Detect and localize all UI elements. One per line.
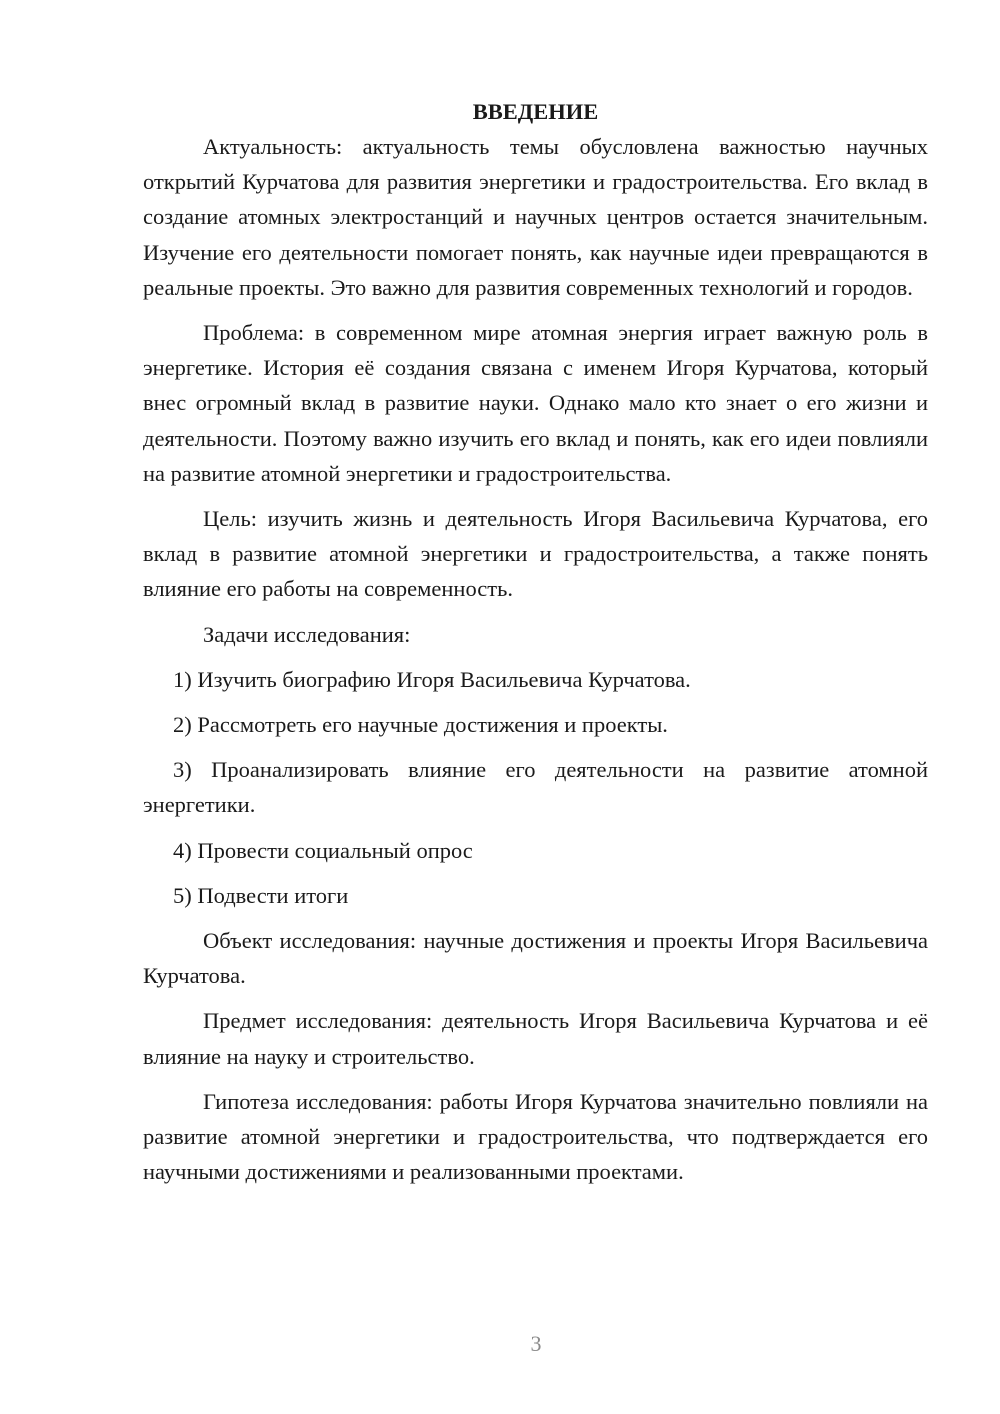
relevance-paragraph: Актуальность: актуальность темы обусловлена важностью научных открытий Курчатова для развития энергетики и градостроительства. Его вклад в создание атомных электростанций и научных центров остается значительным. Изучение его деятельности помогает понять, как научные идеи превращаются в реальные проекты. Это важно для развития современных технологий и городов.: [143, 134, 928, 300]
task-item: 2) Рассмотреть его научные достижения и проекты.: [173, 712, 668, 738]
task-item: 3) Проанализировать влияние его деятельности на развитие атомной энергетики.: [143, 757, 928, 818]
hypothesis-paragraph: Гипотеза исследования: работы Игоря Курчатова значительно повлияли на развитие атомной энергетики и градостроительства, что подтверждается его научными достижениями и реализованными проектами.: [143, 1088, 928, 1185]
goal-paragraph: Цель: изучить жизнь и деятельность Игоря Васильевича Курчатова, его вклад в развитие атомной энергетики и градостроительства, а также понять влияние его работы на современность.: [143, 506, 928, 602]
object-paragraph: Объект исследования: научные достижения и проекты Игоря Васильевича Курчатова.: [143, 928, 928, 989]
subject-paragraph: Предмет исследования: деятельность Игоря Васильевича Курчатова и её влияние на науку и строительство.: [143, 1008, 928, 1069]
page-number: 3: [530, 1331, 542, 1356]
tasks-title: Задачи исследования:: [203, 621, 411, 647]
task-item: 1) Изучить биографию Игоря Васильевича Курчатова.: [173, 666, 691, 692]
task-item: 5) Подвести итоги: [173, 882, 349, 908]
section-heading: ВВЕДЕНИЕ: [472, 99, 599, 124]
tasks-list: [143, 662, 928, 913]
problem-paragraph: Проблема: в современном мире атомная энергия играет важную роль в энергетике. История её создания связана с именем Игоря Курчатова, который внес огромный вклад в развитие науки. Однако мало кто знает о его жизни и деятельности. Поэтому важно изучить его вклад и понять, как его идеи повлияли на развитие атомной энергетики и градостроительства.: [143, 320, 928, 486]
document-body: [143, 94, 928, 1189]
task-item: 4) Провести социальный опрос: [173, 837, 473, 863]
